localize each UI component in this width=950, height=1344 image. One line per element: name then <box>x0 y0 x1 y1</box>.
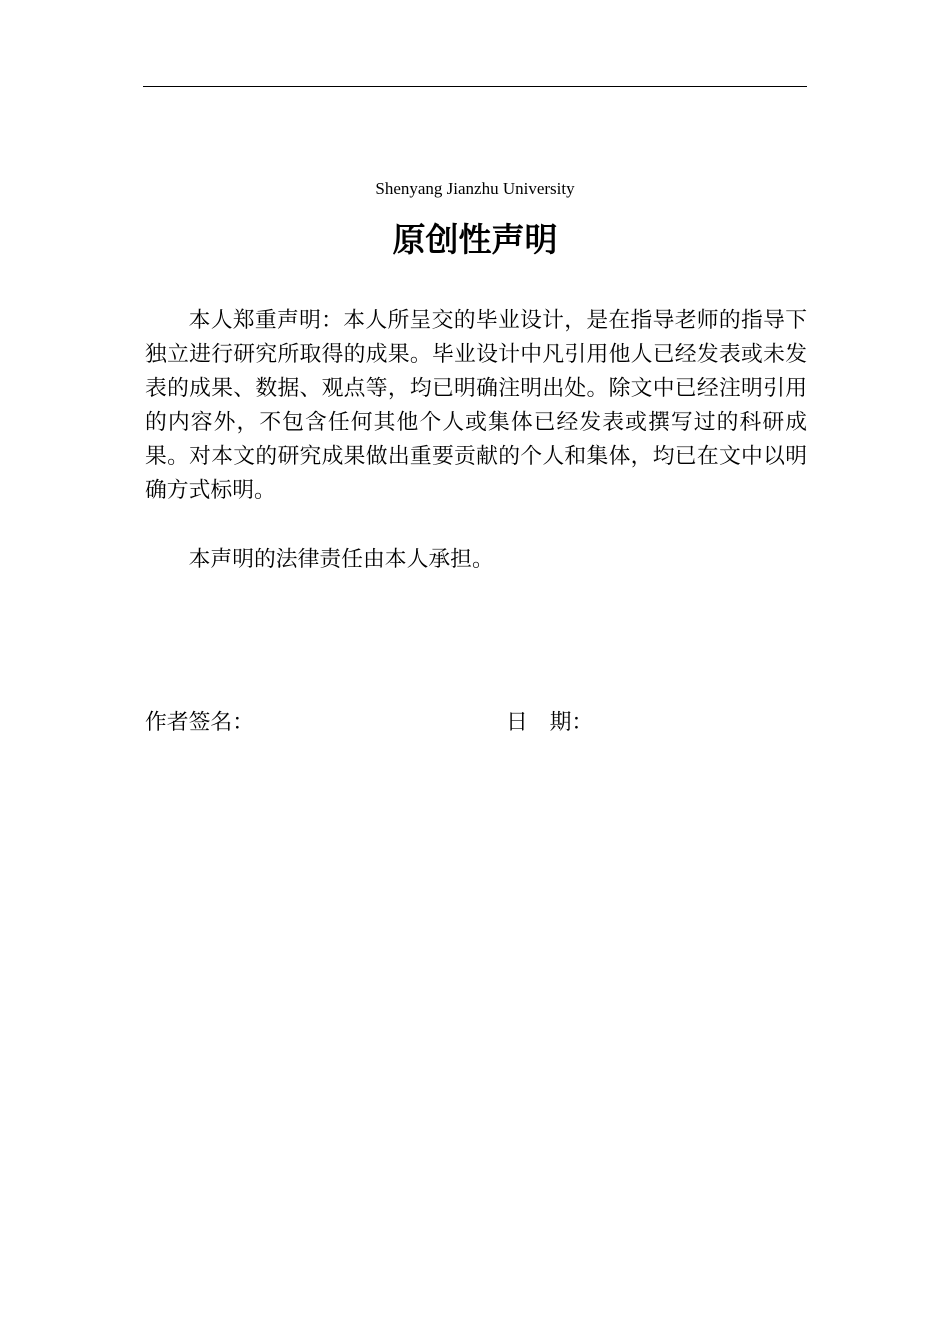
liability-paragraph: 本声明的法律责任由本人承担。 <box>188 547 494 572</box>
page-title: 原创性声明 <box>392 220 558 259</box>
declaration-paragraph: 本人郑重声明：本人所呈交的毕业设计，是在指导老师的指导下独立进行研究所取得的成果。毕业设计中凡引用他人已经发表或未发表的成果、数据、观点等，均已明确注明出处。除文中已经注明引用的内容外，不包含任何其他个人或集体已经发表或撰写过的科研成果。对本文的研究成果做出重要贡献的个人和集体，均已在文中以明确方式标明。 <box>145 308 807 503</box>
header-rule <box>143 86 807 87</box>
date-label: 日 期： <box>506 710 594 735</box>
university-name: Shenyang Jianzhu University <box>375 179 575 198</box>
author-signature-label: 作者签名： <box>145 710 254 735</box>
